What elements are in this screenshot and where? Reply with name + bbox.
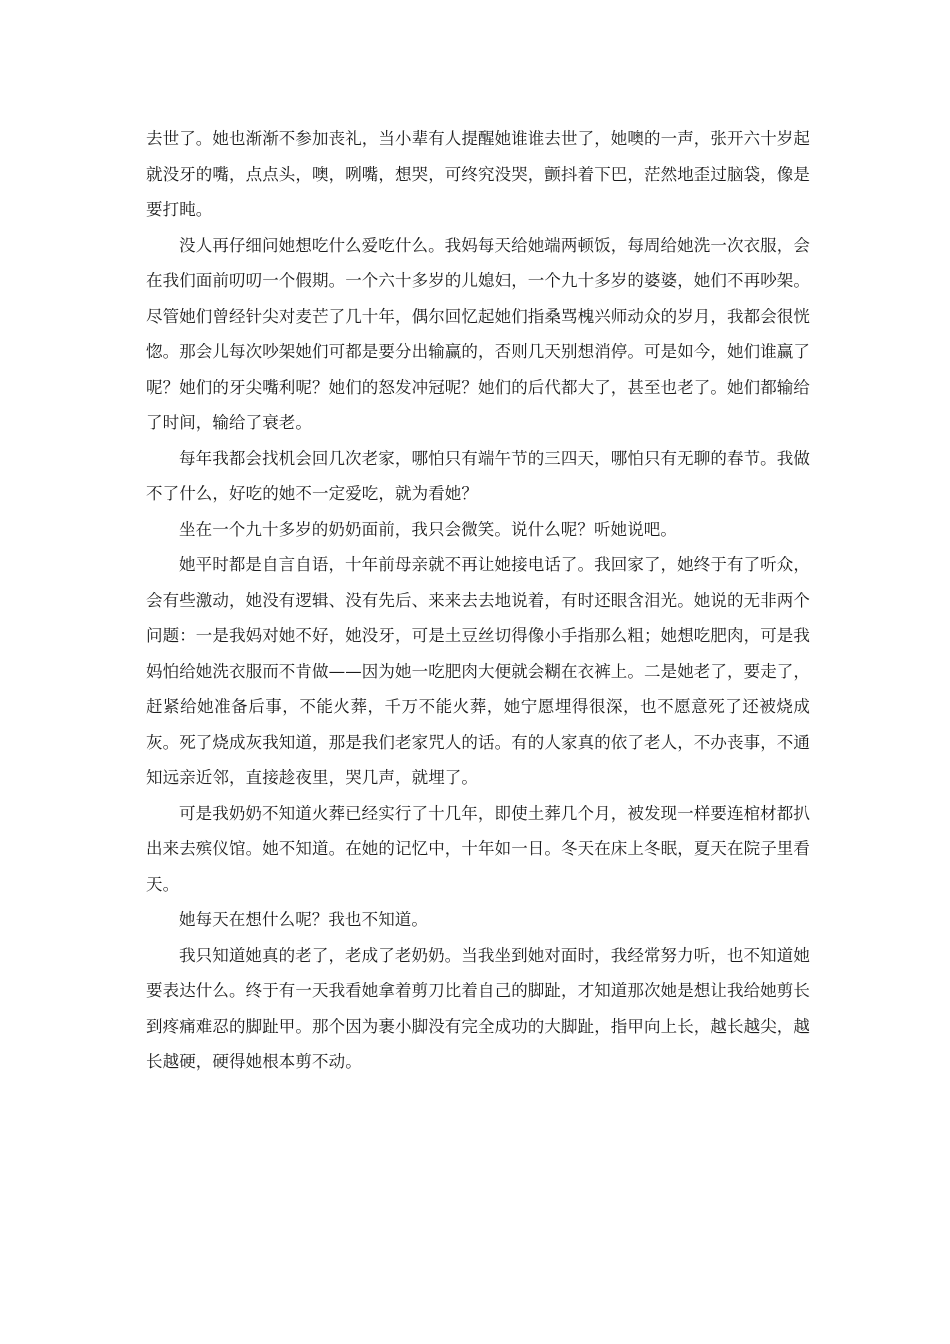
paragraph-2: 没人再仔细问她想吃什么爱吃什么。我妈每天给她端两顿饭，每周给她洗一次衣服，会在我们面前叨叨一个假期。一个六十多岁的儿媳妇，一个九十多岁的婆婆，她们不再吵架。尽管她们曾经针尖对麦芒了几十年，偶尔回忆起她们指桑骂槐兴师动众的岁月，我都会很恍惚。那会儿每次吵架她们可都是要分出输赢的，否则几天别想消停。可是如今，她们谁赢了呢？她们的牙尖嘴利呢？她们的怒发冲冠呢？她们的后代都大了，甚至也老了。她们都输给了时间，输给了衰老。 [146,235,810,432]
paragraph-7: 她每天在想什么呢？我也不知道。 [179,910,428,929]
paragraph-5: 她平时都是自言自语，十年前母亲就不再让她接电话了。我回家了，她终于有了听众，会有些激动，她没有逻辑、没有先后、来来去去地说着，有时还眼含泪光。她说的无非两个问题：一是我妈对她不好，她没牙，可是土豆丝切得像小手指那么粗；她想吃肥肉，可是我妈怕给她洗衣服而不肯做——因为她一吃肥肉大便就会糊在衣裤上。二是她老了，要走了，赶紧给她准备后事，不能火葬，千万不能火葬，她宁愿埋得很深，也不愿意死了还被烧成灰。死了烧成灰我知道，那是我们老家咒人的话。有的人家真的依了老人，不办丧事，不通知远亲近邻，直接趁夜里，哭几声，就埋了。 [146,555,810,787]
paragraph-1: 去世了。她也渐渐不参加丧礼，当小辈有人提醒她谁谁去世了，她噢的一声，张开六十岁起就没牙的嘴，点点头，噢，咧嘴，想哭，可终究没哭，颤抖着下巴，茫然地歪过脑袋，像是要打盹。 [146,129,810,219]
paragraph-6: 可是我奶奶不知道火葬已经实行了十几年，即使土葬几个月，被发现一样要连棺材都扒出来去殡仪馆。她不知道。在她的记忆中，十年如一日。冬天在床上冬眠，夏天在院子里看天。 [146,803,810,894]
paragraph-4: 坐在一个九十多岁的奶奶面前，我只会微笑。说什么呢？听她说吧。 [179,519,677,539]
paragraph-3: 每年我都会找机会回几次老家，哪怕只有端午节的三四天，哪怕只有无聊的春节。我做不了什么，好吃的她不一定爱吃，就为看她？ [146,448,810,503]
paragraph-8: 我只知道她真的老了，老成了老奶奶。当我坐到她对面时，我经常努力听，也不知道她要表达什么。终于有一天我看她拿着剪刀比着自己的脚趾，才知道那次她是想让我给她剪长到疼痛难忍的脚趾甲。那个因为裹小脚没有完全成功的大脚趾，指甲向上长，越长越尖，越长越硬，硬得她根本剪不动。 [146,945,810,1071]
article-body [146,121,810,1080]
